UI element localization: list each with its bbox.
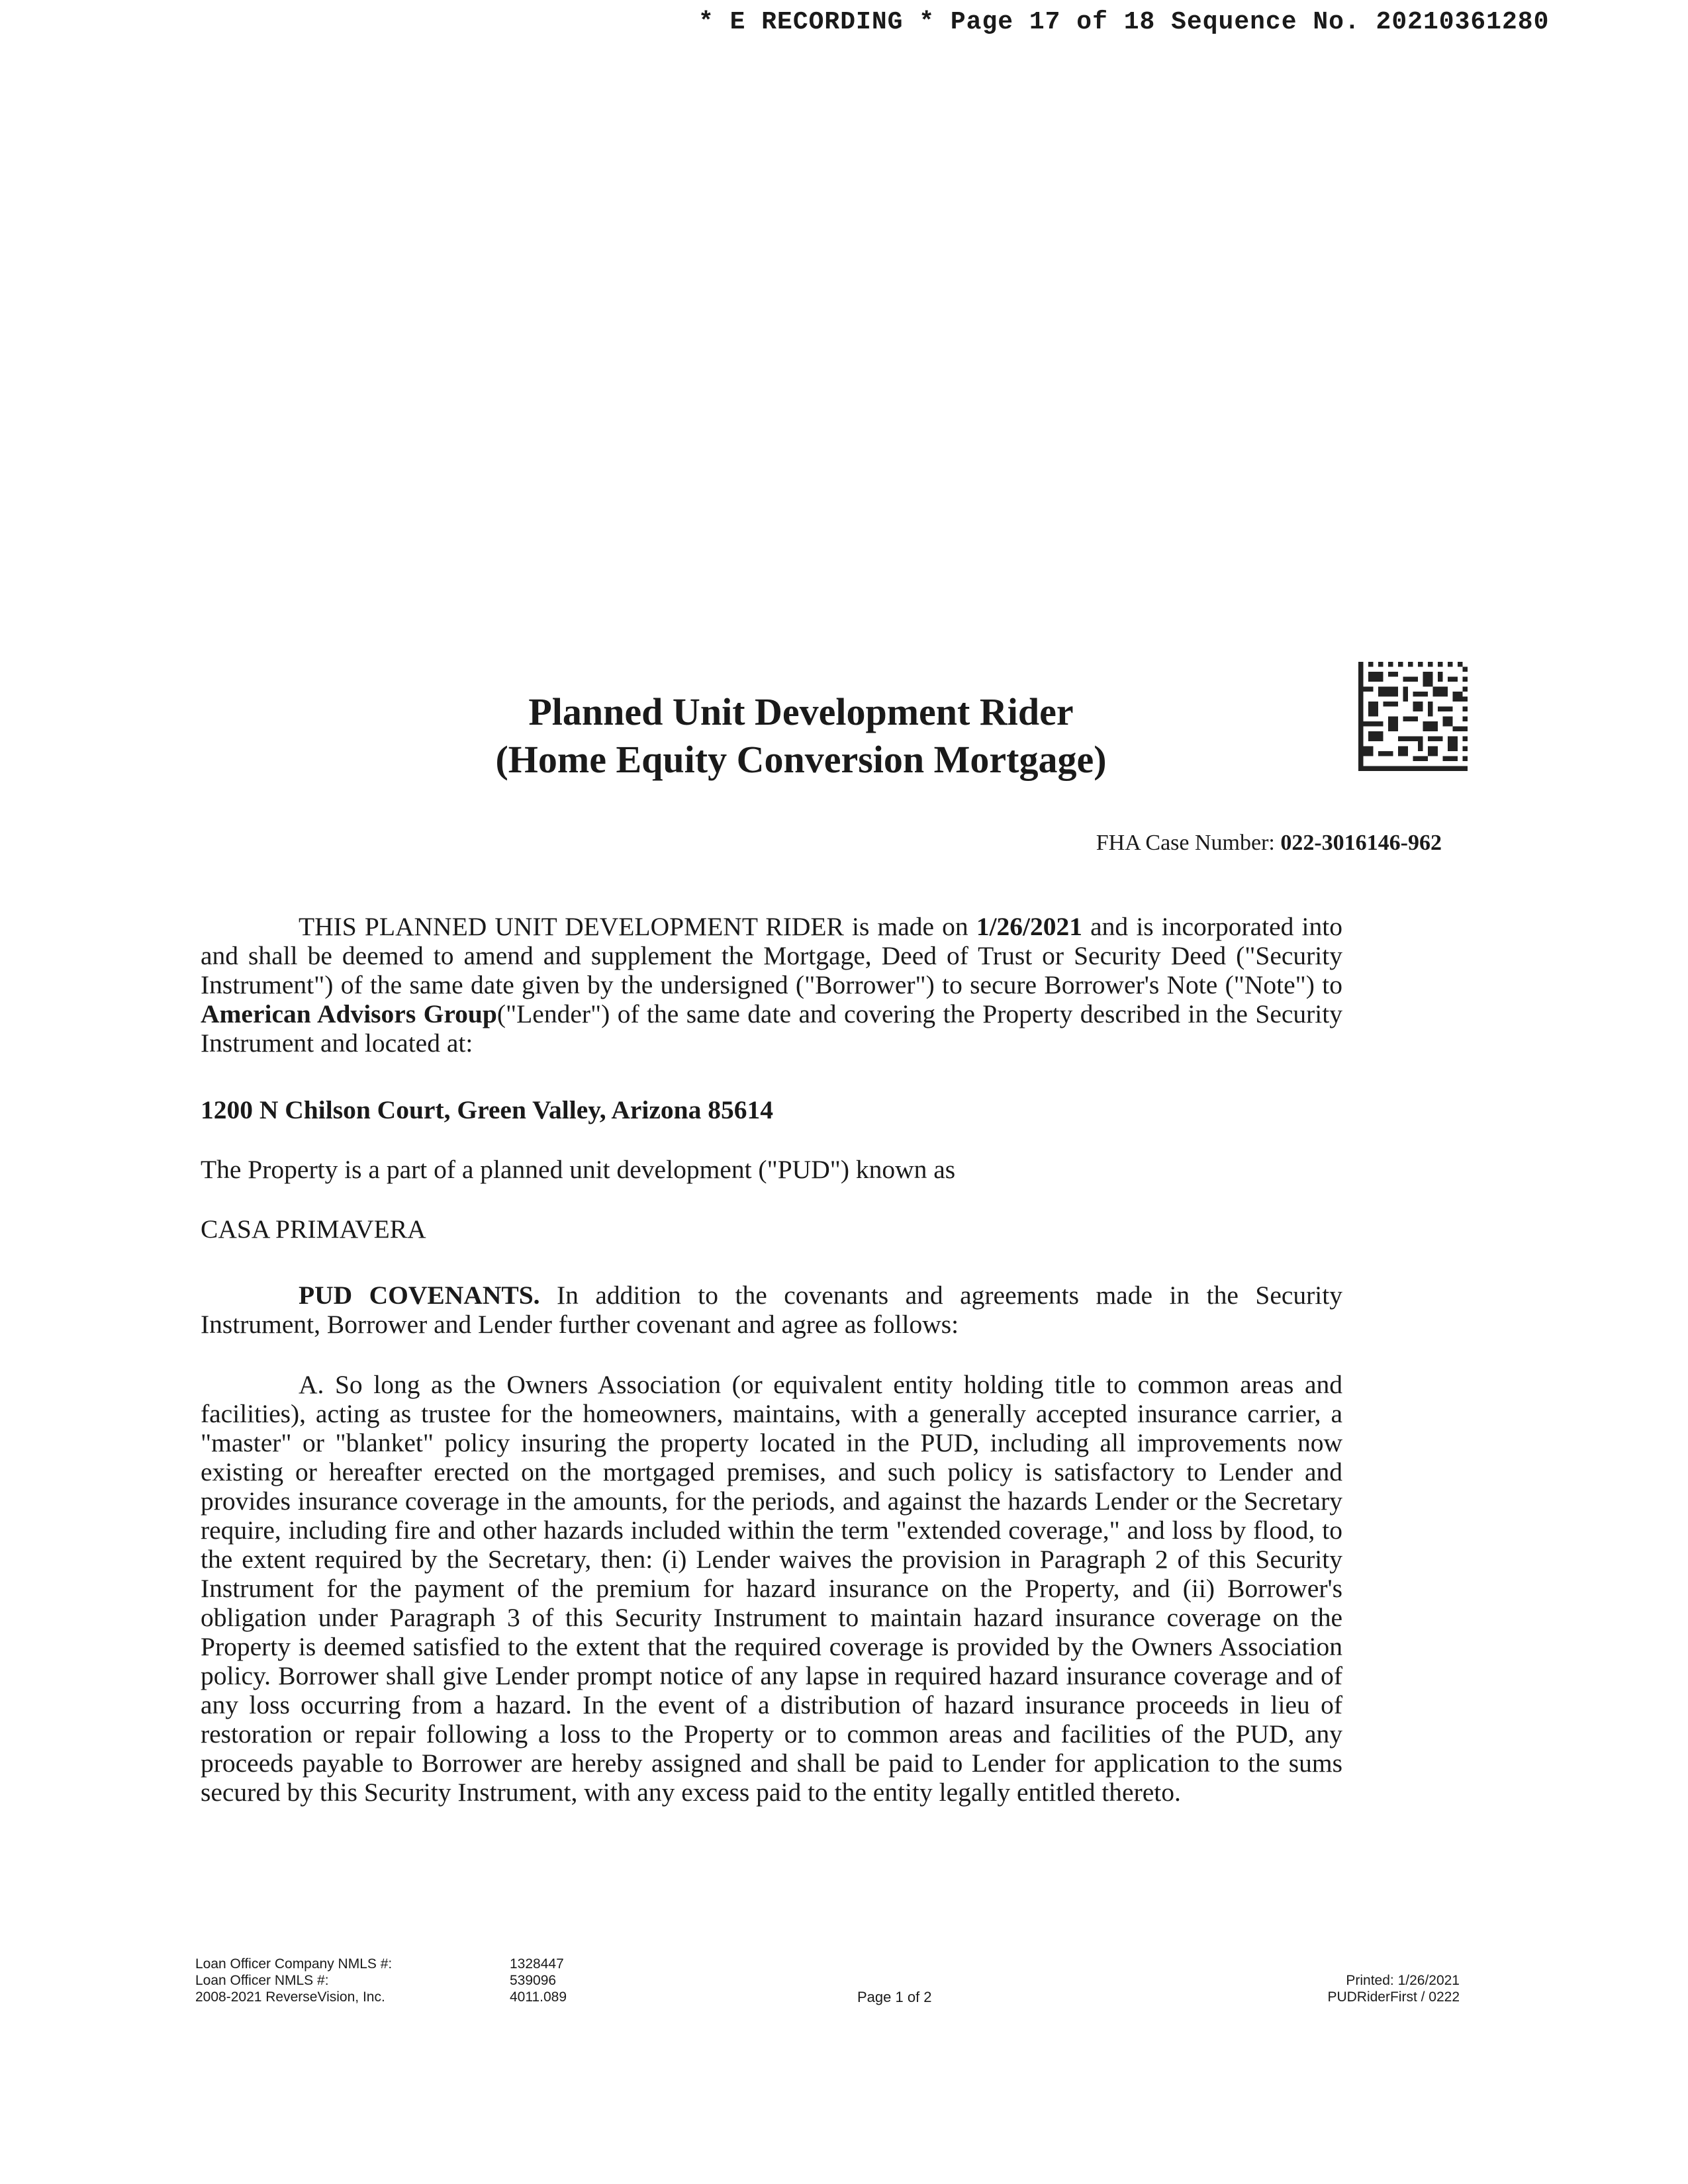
pud-statement: The Property is a part of a planned unit development ("PUD") known as: [201, 1155, 956, 1184]
paragraph-a-text: A. So long as the Owners Association (or equivalent entity holding title to common areas and facilities), acting as trustee for the homeowners, maintains, with a generally accepted insurance carrier, a "master" or "blanket" policy insuring the property located in the PUD, including all improvements now existing or hereafter erected on the mortgaged premises, and such policy is satisfactory to Lender and provides insurance coverage in the amounts, for the periods, and against the hazards Lender or the Secretary require, including fire and other hazards included within the term "extended coverage," and loss by flood, to the extent required by the Secretary, then: (i) Lender waives the provision in Paragraph 2 of this Security Instrument for the payment of the premium for hazard insurance on the Property, and (ii) Borrower's obligation under Paragraph 3 of this Security Instrument to maintain hazard insurance coverage on the Property is deemed satisfied to the extent that the required coverage is provided by the Owners Association policy. Borrower shall give Lender prompt notice of any lapse in required hazard insurance coverage and of any loss occurring from a hazard. In the event of a distribution of hazard insurance proceeds in lieu of restoration or repair following a loss to the Property or to common areas and facilities of the PUD, any proceeds payable to Borrower are hereby assigned and shall be paid to Lender for application to the sums secured by this Security Instrument, with any excess paid to the entity legally entitled thereto.: [201, 1370, 1342, 1807]
page-number: Page 1 of 2: [857, 1989, 932, 2005]
officer-nmls-value: 539096: [510, 1973, 557, 1988]
document-subtitle: (Home Equity Conversion Mortgage): [495, 738, 1107, 781]
printed-date: Printed: 1/26/2021: [1346, 1973, 1460, 1988]
footer-values: [510, 1956, 567, 2005]
paragraph-a: [201, 1370, 1342, 1807]
fha-case-number: [1096, 831, 1442, 856]
intro-paragraph: [201, 912, 1342, 1058]
covenants-heading: PUD COVENANTS.: [299, 1281, 540, 1310]
intro-end: ("Lender") of the same date and covering the Property described in the Security Instrument and located at:: [201, 999, 1343, 1058]
datamatrix-barcode-icon: [1358, 662, 1468, 771]
copyright-text: 2008-2021 ReverseVision, Inc.: [195, 1989, 385, 2005]
footer-print-info: [1327, 1972, 1460, 2005]
footer-labels: [195, 1956, 392, 2005]
company-nmls-value: 1328447: [510, 1956, 564, 1972]
company-nmls-label: Loan Officer Company NMLS #:: [195, 1956, 393, 1972]
intro-date: 1/26/2021: [976, 912, 1083, 941]
lender-name: American Advisors Group: [201, 999, 497, 1028]
intro-start: THIS PLANNED UNIT DEVELOPMENT RIDER is made on: [299, 912, 976, 941]
recording-header: * E RECORDING * Page 17 of 18 Sequence No. 20210361280: [698, 8, 1550, 36]
form-id: PUDRiderFirst / 0222: [1327, 1989, 1460, 2005]
covenants-paragraph: [201, 1281, 1342, 1339]
version-number: 4011.089: [510, 1989, 567, 2005]
property-address: 1200 N Chilson Court, Green Valley, Arizona 85614: [201, 1095, 774, 1124]
intro-mid: and is incorporated into and shall be deemed to amend and supplement the Mortgage, Deed of Trust or Security Deed ("Security Instrument") of the same date given by the undersigned ("Borrower") to secure Borrower's Note ("Note") to: [201, 912, 1342, 999]
document-title: Planned Unit Development Rider: [528, 690, 1074, 733]
pud-name: CASA PRIMAVERA: [201, 1214, 426, 1244]
covenants-text: In addition to the covenants and agreements made in the Security Instrument, Borrower and Lender further covenant and agree as follows:: [201, 1281, 1342, 1339]
officer-nmls-label: Loan Officer NMLS #:: [195, 1973, 329, 1988]
case-number-value: 022-3016146-962: [1280, 831, 1442, 855]
case-number-label: FHA Case Number:: [1096, 831, 1275, 855]
